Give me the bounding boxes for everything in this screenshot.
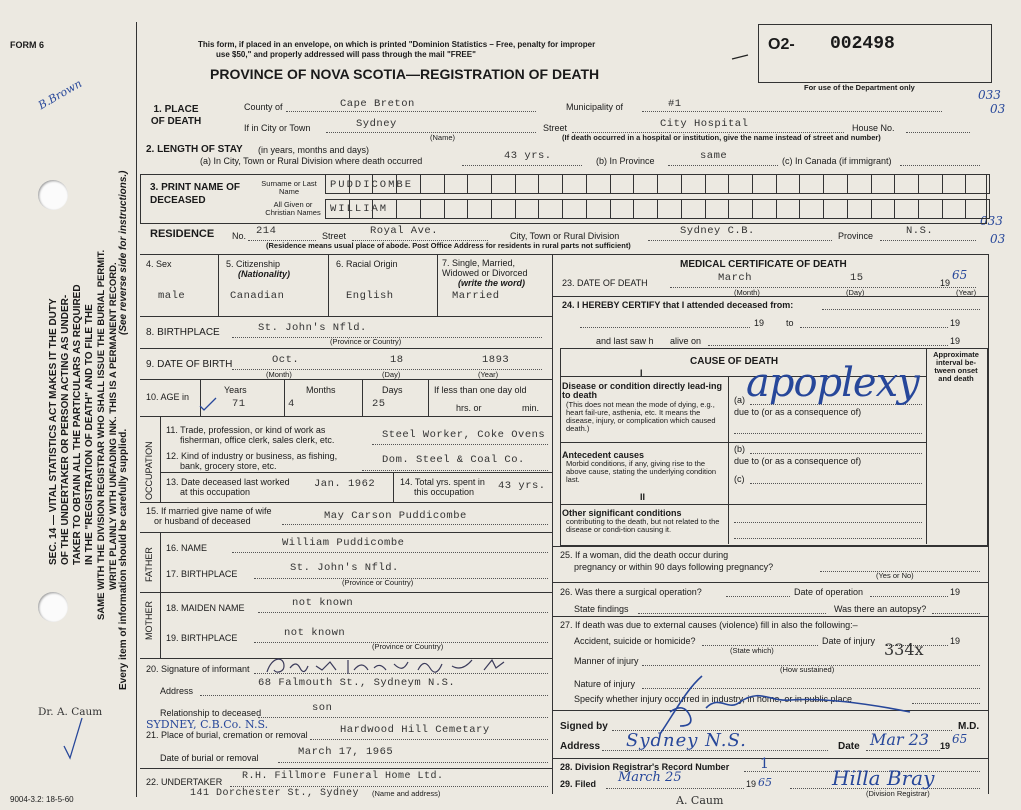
cause-c-line — [750, 483, 922, 484]
disease-note-text: (This does not mean the mode of dying, e.g., heart fail-ure, asthenia, etc. It means the disease, injury, or complication which caused death.) — [566, 400, 716, 433]
accident-label: Accident, suicide or homicide? — [574, 636, 696, 646]
date-operation-line — [870, 596, 948, 597]
death-day: 15 — [850, 272, 864, 284]
last-saw-label: and last saw h — [596, 336, 654, 346]
surname-value: PUDDICOMBE — [330, 179, 414, 191]
q13-label-b: at this occupation — [180, 487, 251, 497]
death-day-hint: (Day) — [846, 288, 865, 297]
date-operation-19: 19 — [950, 587, 961, 597]
other-conditions-note-text: contributing to the death, but not related to the disease or condi-tion causing it. — [566, 517, 720, 534]
dob-year: 1893 — [482, 354, 510, 366]
cause-a-label: (a) — [734, 395, 745, 405]
cause-interval-divider — [926, 348, 927, 544]
roman-two: II — [640, 492, 646, 502]
residence-city-line — [648, 240, 832, 241]
signed-date-line — [866, 750, 940, 751]
medical-top-rule — [552, 254, 988, 255]
side-instruction-5: SAME WITH THE DIVISION REGISTRAR WHO SHALL ISSUE THE BURIAL PERMIT. — [96, 249, 107, 620]
rule-left-top — [140, 254, 552, 255]
stay-c-line — [900, 165, 980, 166]
residence-label: RESIDENCE — [150, 228, 215, 240]
rule-after-26 — [552, 616, 988, 617]
burial-place-value: Hardwood Hill Cemetary — [340, 724, 490, 736]
cause-ii-rule — [560, 504, 926, 505]
side-instruction-4: IN THE "REGISTRATION OF DEATH" AND TO FILE THE — [84, 304, 95, 565]
place-street-label: Street — [543, 123, 568, 133]
due-to-b: due to (or as a consequence of) — [734, 456, 862, 466]
roman-one: I — [640, 368, 643, 378]
dob-month-hint: (Month) — [266, 370, 292, 379]
house-number-label: House No. — [852, 123, 895, 133]
age-div-3 — [362, 379, 363, 416]
signer-address-value: Sydney N.S. — [626, 730, 747, 751]
rule-before-22 — [140, 768, 552, 769]
pregnancy-label-a: 25. If a woman, did the death occur during — [560, 550, 729, 560]
cause-b-line — [750, 453, 922, 454]
city-value: Sydney — [356, 118, 397, 130]
days-value: 25 — [372, 398, 386, 410]
min-label: min. — [522, 403, 540, 413]
undertaker-line — [230, 786, 548, 787]
death-year-prefix: 19 — [940, 278, 951, 288]
registration-prefix: O2- — [768, 36, 795, 53]
informant-address-value: 68 Falmouth St., Sydneym N.S. — [258, 677, 456, 689]
cause-b-label: (b) — [734, 444, 745, 454]
father-name-value: William Puddicombe — [282, 537, 405, 549]
mother-maiden-label: 18. MAIDEN NAME — [166, 603, 245, 613]
q12-label-a: 12. Kind of industry or business, as fishing, — [166, 451, 338, 461]
cause-c-label: (c) — [734, 474, 745, 484]
how-sustained-hint: (How sustained) — [780, 665, 835, 674]
stay-label: 2. LENGTH OF STAY — [146, 144, 243, 155]
rule-after-8 — [140, 348, 552, 349]
signed-date-value: Mar 23 — [870, 730, 930, 749]
place-label — [146, 104, 206, 128]
punch-hole-bottom — [38, 592, 68, 622]
side-instruction-6: WRITE PLAINLY WITH UNFADING INK. THIS IS A PERMANENT RECORD. — [108, 262, 119, 590]
occ-div — [393, 472, 394, 502]
date-injury-19: 19 — [950, 636, 961, 646]
q11-label-b: fisherman, office clerk, sales clerk, etc. — [180, 435, 335, 445]
undertaker-label: 22. UNDERTAKER — [146, 777, 223, 787]
mother-maiden-value: not known — [292, 597, 354, 609]
dob-year-hint: (Year) — [478, 370, 499, 379]
rule-after-10 — [140, 416, 552, 417]
parents-side-divider — [160, 532, 161, 658]
sex-value: male — [158, 290, 186, 302]
undertaker-value: R.H. Fillmore Funeral Home Ltd. — [242, 771, 444, 782]
municipality-line — [642, 111, 942, 112]
state-findings-label: State findings — [574, 604, 629, 614]
registrar-signature: Hilla Bray — [832, 766, 935, 790]
informant-address-label: Address — [160, 686, 194, 696]
signed-date-year: 65 — [952, 732, 968, 746]
residence-province-value: N.S. — [906, 225, 934, 237]
alive-on-line — [708, 345, 948, 346]
rule-after-cause — [552, 546, 988, 547]
occupation-side-label: OCCUPATION — [144, 441, 154, 500]
dob-day-hint: (Day) — [382, 370, 401, 379]
residence-province-line — [880, 240, 976, 241]
date-injury-label: Date of injury — [822, 636, 876, 646]
occ-mid-rule — [160, 472, 552, 473]
given-name-label-text: All Given or Christian Names — [265, 200, 321, 217]
q12-line — [362, 470, 548, 471]
months-value: 4 — [288, 398, 295, 410]
city-label: If in City or Town — [244, 123, 311, 133]
due-to-a: due to (or as a consequence of) — [734, 407, 862, 417]
stay-hint: (in years, months and days) — [258, 145, 370, 155]
rule-after-15 — [140, 532, 552, 533]
margin-note-brown: B.Brown — [35, 76, 85, 113]
header-note-2: use $50," and properly addressed will pass through the mail "FREE" — [216, 50, 476, 59]
disease-note — [566, 401, 726, 433]
years-value: 71 — [232, 398, 246, 410]
marital-label-text: 7. Single, Married, Widowed or Divorced — [442, 258, 528, 278]
date-operation-label: Date of operation — [794, 587, 864, 597]
cause-heading: CAUSE OF DEATH — [690, 356, 779, 367]
margin-code-2: 03 — [990, 102, 1006, 116]
state-findings-line — [638, 613, 826, 614]
q14-label-a: 14. Total yrs. spent in — [400, 477, 485, 487]
stay-b-line — [668, 165, 778, 166]
age-div-2 — [284, 379, 285, 416]
pregnancy-hint: (Yes or No) — [876, 571, 914, 580]
marital-value: Married — [452, 290, 500, 302]
given-name-cells — [325, 199, 990, 219]
q12-label-b: bank, grocery store, etc. — [180, 461, 277, 471]
stay-a-value: 43 yrs. — [504, 150, 552, 162]
filed-19: 19 — [746, 779, 757, 789]
q14-label-b: this occupation — [414, 487, 475, 497]
disease-label — [562, 382, 728, 400]
given-name-label — [258, 201, 328, 217]
bottom-handwritten-note: A. Caum — [676, 794, 724, 807]
citizenship-label: 5. Citizenship — [226, 259, 281, 269]
residence-city-label: City, Town or Rural Division — [510, 231, 620, 241]
antecedent-label: Antecedent causes — [562, 450, 645, 460]
q14-value: 43 yrs. — [498, 480, 546, 492]
other-conditions-label: Other significant conditions — [562, 508, 682, 518]
dob-label: 9. DATE OF BIRTH — [146, 359, 233, 370]
medical-heading: MEDICAL CERTIFICATE OF DEATH — [680, 259, 847, 270]
main-left-border — [136, 22, 137, 797]
occupation-side-divider — [160, 416, 161, 502]
age-label: 10. AGE in — [146, 392, 190, 402]
filed-label: 29. Filed — [560, 779, 597, 789]
margin-code-4: 03 — [990, 232, 1006, 246]
days-label: Days — [382, 385, 403, 395]
operation-label: 26. Was there a surgical operation? — [560, 587, 702, 597]
cause-i-rule — [560, 442, 926, 443]
md-label: M.D. — [958, 721, 980, 732]
marital-label — [442, 258, 550, 278]
months-label: Months — [306, 385, 336, 395]
department-use-label: For use of the Department only — [804, 83, 915, 92]
operation-line — [726, 596, 790, 597]
death-year-hint: (Year) — [956, 288, 977, 297]
coding-mark: 334x — [884, 640, 924, 659]
q12-value: Dom. Steel & Coal Co. — [382, 454, 525, 466]
antecedent-note — [566, 460, 726, 484]
county-value: Cape Breton — [340, 98, 415, 110]
side-instruction-8: (See reverse side for instructions.) — [118, 170, 129, 335]
cause-label-divider — [728, 376, 729, 544]
years-label: Years — [224, 385, 247, 395]
informant-signature — [262, 652, 552, 678]
residence-no-value: 214 — [256, 225, 277, 237]
side-instruction-7: Every item of information should be carefully supplied. — [118, 428, 129, 690]
filed-value: March 25 — [618, 770, 682, 785]
mother-birthplace-value: not known — [284, 627, 346, 639]
q11-label-a: 11. Trade, profession, or kind of work as — [166, 425, 326, 435]
interval-label — [928, 351, 984, 383]
cit-divider — [328, 254, 329, 316]
city-name-hint: (Name) — [430, 133, 456, 142]
signer-address-label: Address — [560, 741, 601, 752]
q13-value: Jan. 1962 — [314, 478, 376, 490]
racial-divider — [437, 254, 438, 316]
burial-place-label: 21. Place of burial, cremation or removal — [146, 730, 308, 740]
residence-note: (Residence means usual place of abode. Post Office Address for residents in rural parts not sufficient) — [266, 241, 631, 250]
mother-side-label: MOTHER — [144, 601, 154, 640]
given-name-value: WILLIAM — [330, 203, 389, 215]
municipality-value: #1 — [668, 98, 682, 110]
antecedent-note-text: Morbid conditions, if any, giving rise to the above cause, stating the underlying condition last. — [566, 459, 717, 484]
informant-label: 20. Signature of informant — [146, 664, 250, 674]
father-name-line — [232, 552, 548, 553]
form-title: PROVINCE OF NOVA SCOTIA—REGISTRATION OF DEATH — [210, 66, 600, 82]
residence-province-label: Province — [838, 231, 874, 241]
residence-street-value: Royal Ave. — [370, 225, 439, 237]
margin-note-doctor: Dr. A. Caum — [38, 706, 103, 718]
certify-19-a: 19 — [754, 318, 765, 328]
other-line-1 — [734, 522, 922, 523]
alive-on-label: alive on — [670, 336, 702, 346]
certify-19-b: 19 — [950, 318, 961, 328]
birthplace-label: 8. BIRTHPLACE — [146, 327, 220, 338]
county-label: County of — [244, 102, 283, 112]
father-birthplace-hint: (Province or Country) — [342, 578, 414, 587]
relationship-label: Relationship to deceased — [160, 708, 262, 718]
father-birthplace-label: 17. BIRTHPLACE — [166, 569, 238, 579]
dash-mark — [730, 52, 750, 62]
interval-label-text: Approximate interval be-tween onset and death — [933, 350, 979, 383]
surname-label — [258, 180, 320, 196]
mother-birthplace-hint: (Province or Country) — [372, 642, 444, 651]
alive-19: 19 — [950, 336, 961, 346]
father-mother-rule — [140, 592, 552, 593]
side-instruction-2: OF THE UNDERTAKER OR PERSON ACTING AS UNDER- — [60, 294, 71, 565]
registrar-hint: (Division Registrar) — [866, 789, 930, 798]
side-instruction-3: TAKER TO OBTAIN ALL THE PARTICULARS AS REQUIRED — [72, 284, 83, 565]
death-date-line — [670, 287, 976, 288]
stay-a-line — [462, 165, 582, 166]
punch-hole-top — [38, 180, 68, 210]
sex-divider — [218, 254, 219, 316]
q15-label-a: 15. If married give name of wife — [146, 506, 272, 516]
certify-label: 24. I HEREBY CERTIFY that I attended deceased from: — [562, 300, 794, 310]
state-which-hint: (State which) — [730, 646, 774, 655]
rule-before-28 — [552, 758, 988, 759]
age-div-4 — [428, 379, 429, 416]
county-line — [286, 111, 536, 112]
header-note-1: This form, if placed in an envelope, on which is printed "Dominion Statistics – Free, penalty for improper — [198, 40, 596, 49]
certify-to: to — [786, 318, 794, 328]
undertaker-address: 141 Dorchester St., Sydney — [190, 788, 360, 799]
autopsy-line — [932, 613, 980, 614]
q11-line — [372, 444, 548, 445]
burial-place-line — [310, 739, 548, 740]
citizenship-hint: (Nationality) — [238, 269, 291, 279]
disease-label-text: Disease or condition directly lead-ing to death — [562, 381, 723, 400]
q11-value: Steel Worker, Coke Ovens — [382, 429, 546, 441]
surname-cells — [325, 174, 990, 194]
death-month: March — [718, 272, 753, 284]
dob-month: Oct. — [272, 354, 300, 366]
place-label-text: 1. PLACE OF DEATH — [150, 104, 202, 127]
less-than-day-label: If less than one day old — [434, 385, 527, 395]
rule-after-25 — [552, 582, 988, 583]
racial-label: 6. Racial Origin — [336, 259, 398, 269]
q15-value: May Carson Puddicombe — [324, 510, 467, 522]
margin-code-3: 033 — [980, 214, 1003, 228]
relationship-line — [258, 717, 548, 718]
sex-label: 4. Sex — [146, 259, 172, 269]
filed-line — [606, 788, 744, 789]
birthplace-value: St. John's Nfld. — [258, 322, 367, 334]
signed-date-label: Date — [838, 741, 860, 752]
signed-by-label: Signed by — [560, 721, 608, 732]
father-birthplace-value: St. John's Nfld. — [290, 562, 399, 574]
panel-divider — [552, 254, 553, 794]
side-instruction-1: SEC. 14 — VITAL STATISTICS ACT MAKES IT THE DUTY — [48, 298, 59, 565]
father-side-label: FATHER — [144, 547, 154, 582]
relationship-value: son — [312, 702, 333, 714]
filed-year: 65 — [758, 776, 772, 789]
stay-b-label: (b) In Province — [596, 156, 655, 166]
place-street-value: City Hospital — [660, 118, 749, 130]
burial-town: SYDNEY, C.B.Co. N.S. — [146, 718, 269, 731]
specify-line — [912, 703, 980, 704]
nature-label: Nature of injury — [574, 679, 636, 689]
burial-date-label: Date of burial or removal — [160, 753, 259, 763]
death-year: 65 — [952, 268, 968, 282]
racial-value: English — [346, 290, 394, 302]
burial-date-value: March 17, 1965 — [298, 746, 394, 758]
death-month-hint: (Month) — [734, 288, 760, 297]
mother-birthplace-label: 19. BIRTHPLACE — [166, 633, 238, 643]
manner-label: Manner of injury — [574, 656, 639, 666]
citizenship-value: Canadian — [230, 290, 285, 302]
informant-address-line — [200, 695, 548, 696]
other-line-2 — [734, 538, 922, 539]
mother-maiden-line — [258, 612, 548, 613]
registration-number: 002498 — [830, 34, 895, 54]
signed-date-19: 19 — [940, 741, 951, 751]
birthplace-hint: (Province or Country) — [330, 337, 402, 346]
name-label — [150, 181, 250, 207]
medical-right-border — [988, 254, 989, 794]
father-name-label: 16. NAME — [166, 543, 208, 553]
stay-b-value: same — [700, 150, 728, 162]
hrs-label: hrs. or — [456, 403, 482, 413]
marital-hint: (write the word) — [458, 278, 525, 288]
certify-line-2b — [800, 327, 948, 328]
name-label-text: 3. PRINT NAME OF DECEASED — [150, 182, 241, 206]
external-causes-label: 27. If death was due to external causes (violence) fill in also the following:– — [560, 620, 858, 630]
residence-no-label: No. — [232, 231, 247, 241]
rule-after-23 — [552, 296, 988, 297]
age-check-mark — [198, 396, 218, 412]
rule-after-occ — [140, 502, 552, 503]
residence-city-value: Sydney C.B. — [680, 225, 755, 237]
residence-street-label: Street — [322, 231, 347, 241]
cause-a-value: apoplexy — [746, 360, 919, 406]
physician-signature — [620, 672, 920, 738]
q15-line — [282, 524, 548, 525]
hospital-note: (If death occurred in a hospital or institution, give the name instead of street and number) — [562, 133, 881, 142]
record-number-label: 28. Division Registrar's Record Number — [560, 762, 730, 772]
dob-day: 18 — [390, 354, 404, 366]
form-number: FORM 6 — [10, 40, 45, 50]
margin-code-1: 033 — [978, 88, 1001, 102]
q13-label-a: 13. Date deceased last worked — [166, 477, 290, 487]
footer-code: 9004-3.2: 18-5-60 — [10, 795, 74, 804]
house-number-line — [906, 132, 970, 133]
certify-line — [822, 309, 980, 310]
other-conditions-note — [566, 518, 726, 534]
death-date-label: 23. DATE OF DEATH — [562, 278, 648, 288]
municipality-label: Municipality of — [566, 102, 624, 112]
burial-date-line — [278, 762, 548, 763]
autopsy-label: Was there an autopsy? — [834, 604, 927, 614]
q15-label-b: or husband of deceased — [154, 516, 251, 526]
rule-after-9 — [140, 379, 552, 380]
pregnancy-label-b: pregnancy or within 90 days following pregnancy? — [574, 562, 774, 572]
surname-label-text: Surname or Last Name — [261, 179, 317, 196]
cause-a-line-2 — [734, 433, 922, 434]
rule-after-4 — [140, 316, 552, 317]
undertaker-hint: (Name and address) — [372, 789, 441, 798]
record-number-value: 1 — [760, 756, 769, 772]
specify-label: Specify whether injury occurred in industry, in home, or in public place — [574, 694, 852, 704]
margin-check-mark — [62, 716, 86, 760]
stay-c-label: (c) In Canada (if immigrant) — [782, 156, 892, 166]
stay-a-label: (a) In City, Town or Rural Division where death occurred — [200, 156, 423, 166]
certify-line-2a — [580, 327, 750, 328]
